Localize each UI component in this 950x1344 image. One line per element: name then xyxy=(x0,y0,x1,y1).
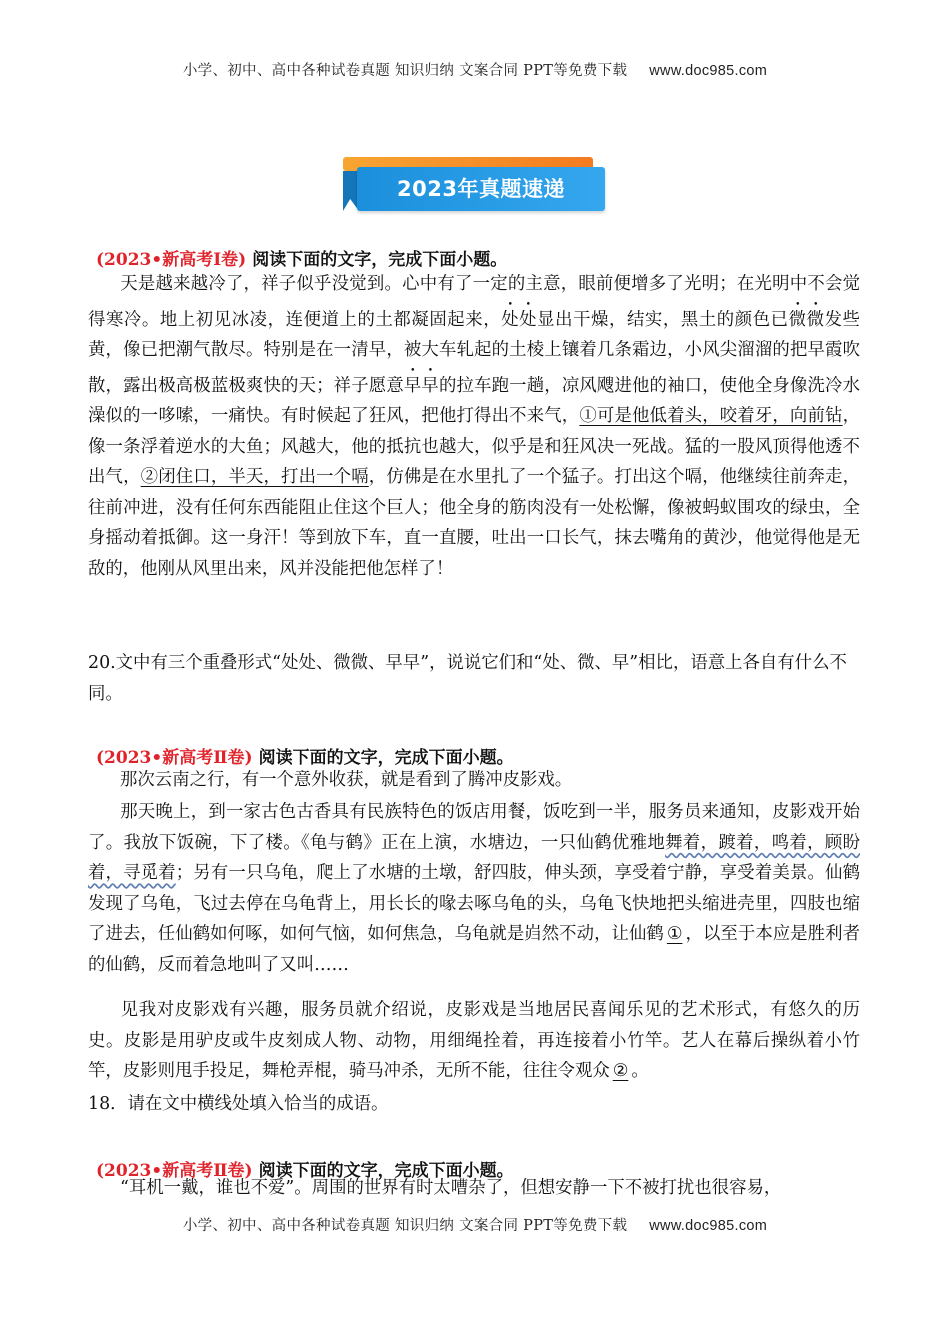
page-header xyxy=(0,59,950,80)
underlined-sentence-1: ①可是他低着头，咬着牙，向前钻 xyxy=(579,406,843,426)
emphasis-chuchu: 处处 xyxy=(501,309,538,330)
header-text: 小学、初中、高中各种试卷真题 知识归纳 文案合同 PPT等免费下载 xyxy=(182,63,628,79)
passage-text: ，仿佛是在水里扎了一个猛子。打出这个嗝，他继续往前奔走，往前冲进，没有任何东西能阻止住这个巨人；他全身的筋肉没有一处松懈，像被蚂蚁围攻的绿虫，全身摇动着抵御。这一身汗！等到放下车，直一直腰，吐出一口长气，抹去嘴角的黄沙，他觉得他是无敌的，他刚从风里出来，风并没能把他怎样了！ xyxy=(88,467,860,579)
section2-instruction: 阅读下面的文字，完成下面小题。 xyxy=(258,748,514,768)
passage-text: 的拉车跑一趟，凉风飕进他的袖口，使他全身像洗冷水澡似的一哆嗦，一痛快。有时候起了狂风，把他打得出不来气， xyxy=(88,375,860,426)
section3-source: (2023•新高考Ⅱ卷) xyxy=(96,1161,253,1181)
passage-text: 。 xyxy=(631,1061,649,1081)
section1-instruction: 阅读下面的文字，完成下面小题。 xyxy=(252,250,508,270)
footer-text: 小学、初中、高中各种试卷真题 知识归纳 文案合同 PPT等免费下载 xyxy=(182,1218,628,1234)
passage-text: 发些黄，像已把潮气散尽。特别是在一清早，被大车轧起的土棱上镶着几条霜边，小风尖溜溜的把早霞吹散，露出极高极蓝极爽快的天；祥子愿意 xyxy=(88,309,860,396)
section3-instruction: 阅读下面的文字，完成下面小题。 xyxy=(258,1161,514,1181)
passage-text: ，像一条浮着逆水的大鱼；风越大，他的抵抗也越大，似乎是和狂风决一死战。猛的一股风顶得他透不出气， xyxy=(88,406,860,487)
footer-url[interactable]: www.doc985.com xyxy=(649,1218,768,1234)
passage-text: ；另有一只乌龟，爬上了水塘的土墩，舒四肢，伸头颈，享受着宁静，享受着美景。仙鹤发现了乌龟，飞过去停在乌龟背上，用长长的喙去啄乌龟的头，乌龟飞快地把头缩进壳里，四肢也缩了进去，任仙鹤如何啄，如何气恼，如何焦急，乌龟就是岿然不动，让仙鹤 xyxy=(88,863,860,944)
passage-text: ，以至于本应是胜利者的仙鹤，反而着急地叫了又叫…… xyxy=(88,924,860,975)
section3-paragraph-1 xyxy=(88,1173,860,1204)
section2-paragraph-3 xyxy=(88,995,860,1087)
section1-source: (2023•新高考Ⅰ卷) xyxy=(96,250,247,270)
underlined-sentence-2: ②闭住口，半天，打出一个嗝 xyxy=(140,467,369,487)
passage-text: “耳机一戴，谁也不爱”。周围的世界有时太嘈杂了，但想安静一下不被打扰也很容易， xyxy=(120,1178,782,1198)
question-18: 18．请在文中横线处填入恰当的成语。 xyxy=(88,1094,389,1114)
wavy-underlined-phrase: 舞着，踱着，鸣着，顾盼着，寻觅着 xyxy=(88,832,860,883)
section2-paragraph-1 xyxy=(88,765,860,796)
emphasis-weiwei: 微微 xyxy=(788,309,825,330)
page-footer xyxy=(0,1214,950,1235)
section1-heading xyxy=(96,245,507,270)
passage-text: 见我对皮影戏有兴趣，服务员就介绍说，皮影戏是当地居民喜闻乐见的艺术形式，有悠久的历史。皮影是用驴皮或牛皮刻成人物、动物，用细绳拴着，再连接着小竹竿。艺人在幕后操纵着小竹竿，皮影则甩手投足，舞枪弄棍，骑马冲杀，无所不能，往往令观众 xyxy=(88,1000,860,1081)
header-url[interactable]: www.doc985.com xyxy=(649,63,768,79)
fill-blank-2: ② xyxy=(612,1061,629,1081)
passage-text: 那天晚上，到一家古色古香具有民族特色的饭店用餐，饭吃到一半，服务员来通知，皮影戏开始了。我放下饭碗，下了楼。《龟与鹤》正在上演，水塘边，一只仙鹤优雅地 xyxy=(88,802,860,853)
section1-passage xyxy=(88,269,860,584)
fill-blank-1: ① xyxy=(666,924,683,944)
passage-text: 显出干燥，结实，黑土的颜色已 xyxy=(537,309,789,330)
question-20: 20.文中有三个重叠形式“处处、微微、早早”，说说它们和“处、微、早”相比，语意上各自有什么不同。 xyxy=(88,653,847,704)
passage-text: 天是越来越冷了，祥子似乎没觉到。心中有了一定的主意，眼前便增多了光明；在光明中不会觉得寒冷。地上初见冰凌，连便道上的土都凝固起来， xyxy=(88,274,860,330)
emphasis-zaozao: 早早 xyxy=(403,375,439,396)
banner-title: 2023年真题速递 xyxy=(397,177,565,201)
passage-text: 那次云南之行，有一个意外收获，就是看到了腾冲皮影戏。 xyxy=(120,770,573,790)
section2-paragraph-2 xyxy=(88,797,860,980)
section-banner xyxy=(343,157,605,215)
section2-source: (2023•新高考Ⅱ卷) xyxy=(96,748,253,768)
